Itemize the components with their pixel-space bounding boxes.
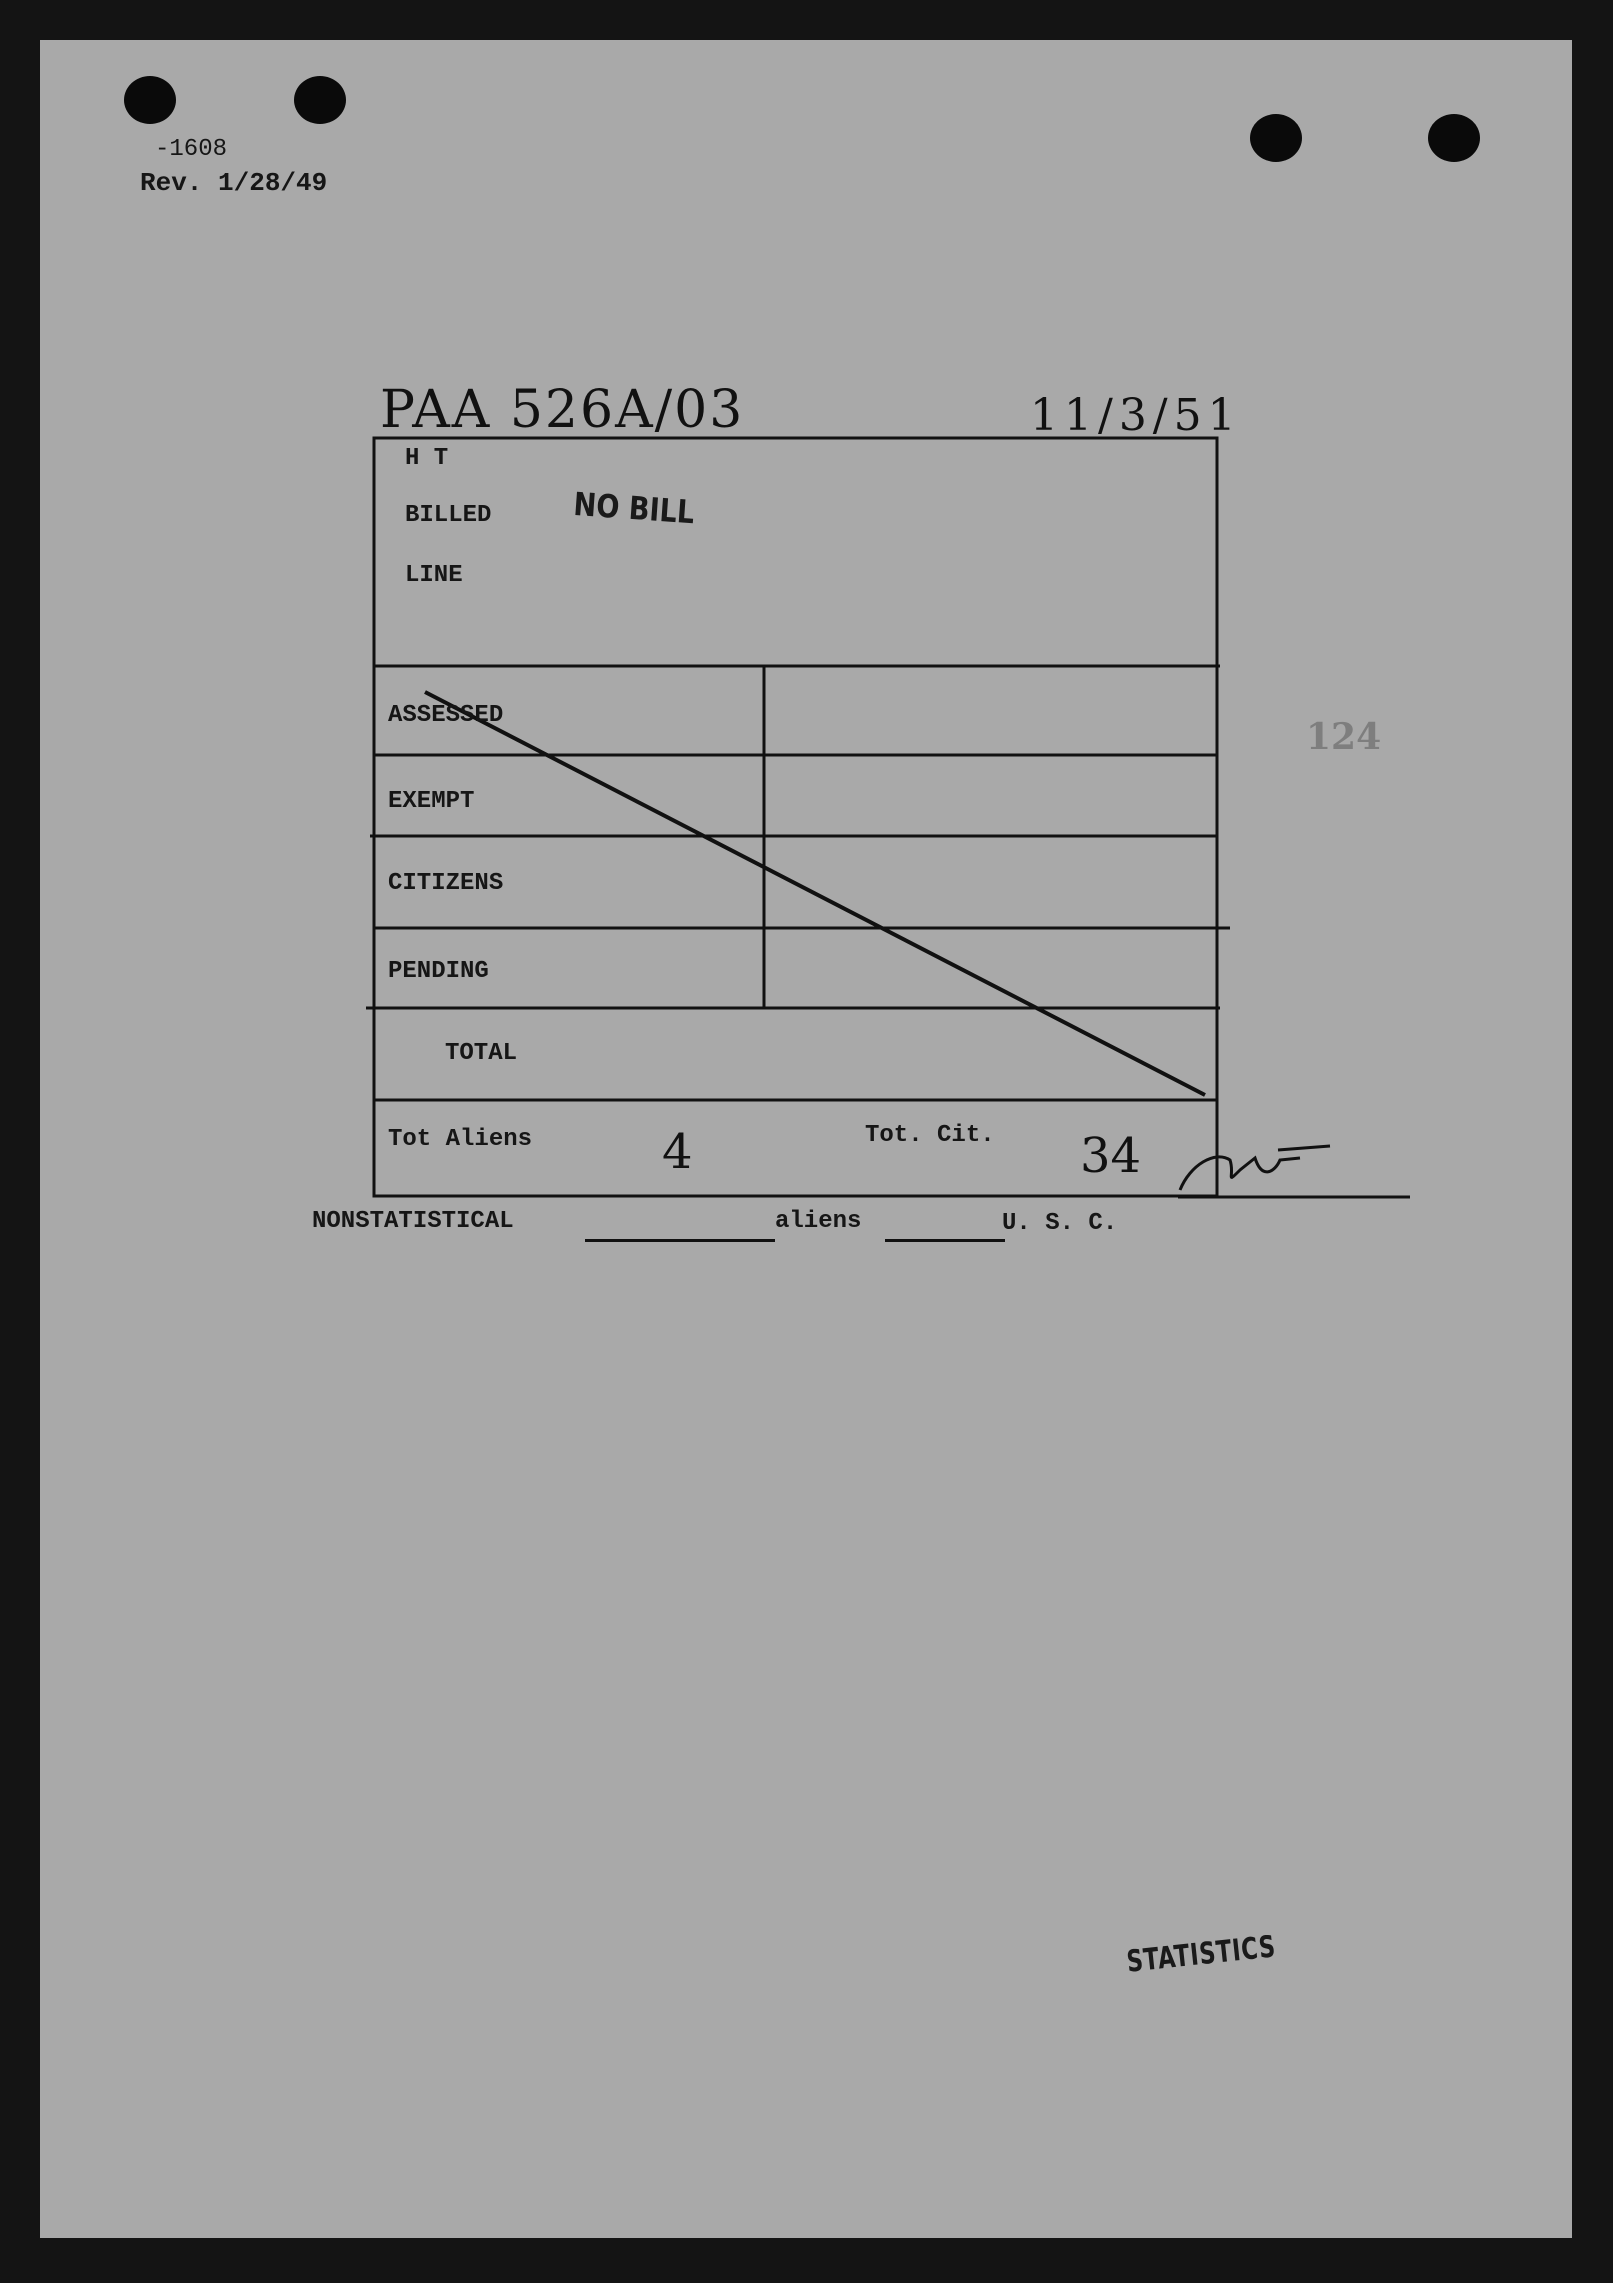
tot-aliens-value: 4 bbox=[662, 1124, 693, 1180]
handwritten-date: 11/3/51 bbox=[1030, 390, 1242, 441]
label-assessed: ASSESSED bbox=[388, 702, 504, 729]
label-pending: PENDING bbox=[388, 958, 489, 985]
aliens-blank-line bbox=[885, 1239, 1005, 1242]
label-usc: U. S. C. bbox=[1002, 1210, 1118, 1237]
label-tot-cit: Tot. Cit. bbox=[865, 1122, 995, 1149]
label-line: LINE bbox=[405, 562, 463, 589]
label-total: TOTAL bbox=[445, 1040, 518, 1067]
diagonal-cancel-line bbox=[425, 692, 1205, 1095]
label-nonstatistical: NONSTATISTICAL bbox=[312, 1208, 514, 1235]
label-billed: BILLED bbox=[405, 502, 492, 529]
initials-signature bbox=[1180, 1146, 1330, 1190]
document-sheet bbox=[40, 40, 1572, 2238]
handwritten-flight-number: PAA 526A/03 bbox=[380, 380, 745, 440]
statistics-stamp: STATISTICS bbox=[1125, 1929, 1278, 1980]
form-revision: Rev. 1/28/49 bbox=[140, 168, 328, 198]
label-tot-aliens: Tot Aliens bbox=[388, 1126, 533, 1153]
page-number-stamp: 124 bbox=[1306, 716, 1382, 758]
form-grid bbox=[40, 40, 1572, 2238]
label-citizens: CITIZENS bbox=[388, 870, 504, 897]
no-bill-stamp: NO BILL bbox=[572, 485, 696, 532]
nonstatistical-blank-line bbox=[585, 1239, 775, 1242]
label-exempt: EXEMPT bbox=[388, 788, 475, 815]
form-number: -1608 bbox=[155, 136, 228, 163]
label-aliens: aliens bbox=[775, 1208, 862, 1235]
tot-cit-value: 34 bbox=[1080, 1128, 1142, 1184]
label-ht: H T bbox=[405, 445, 449, 472]
